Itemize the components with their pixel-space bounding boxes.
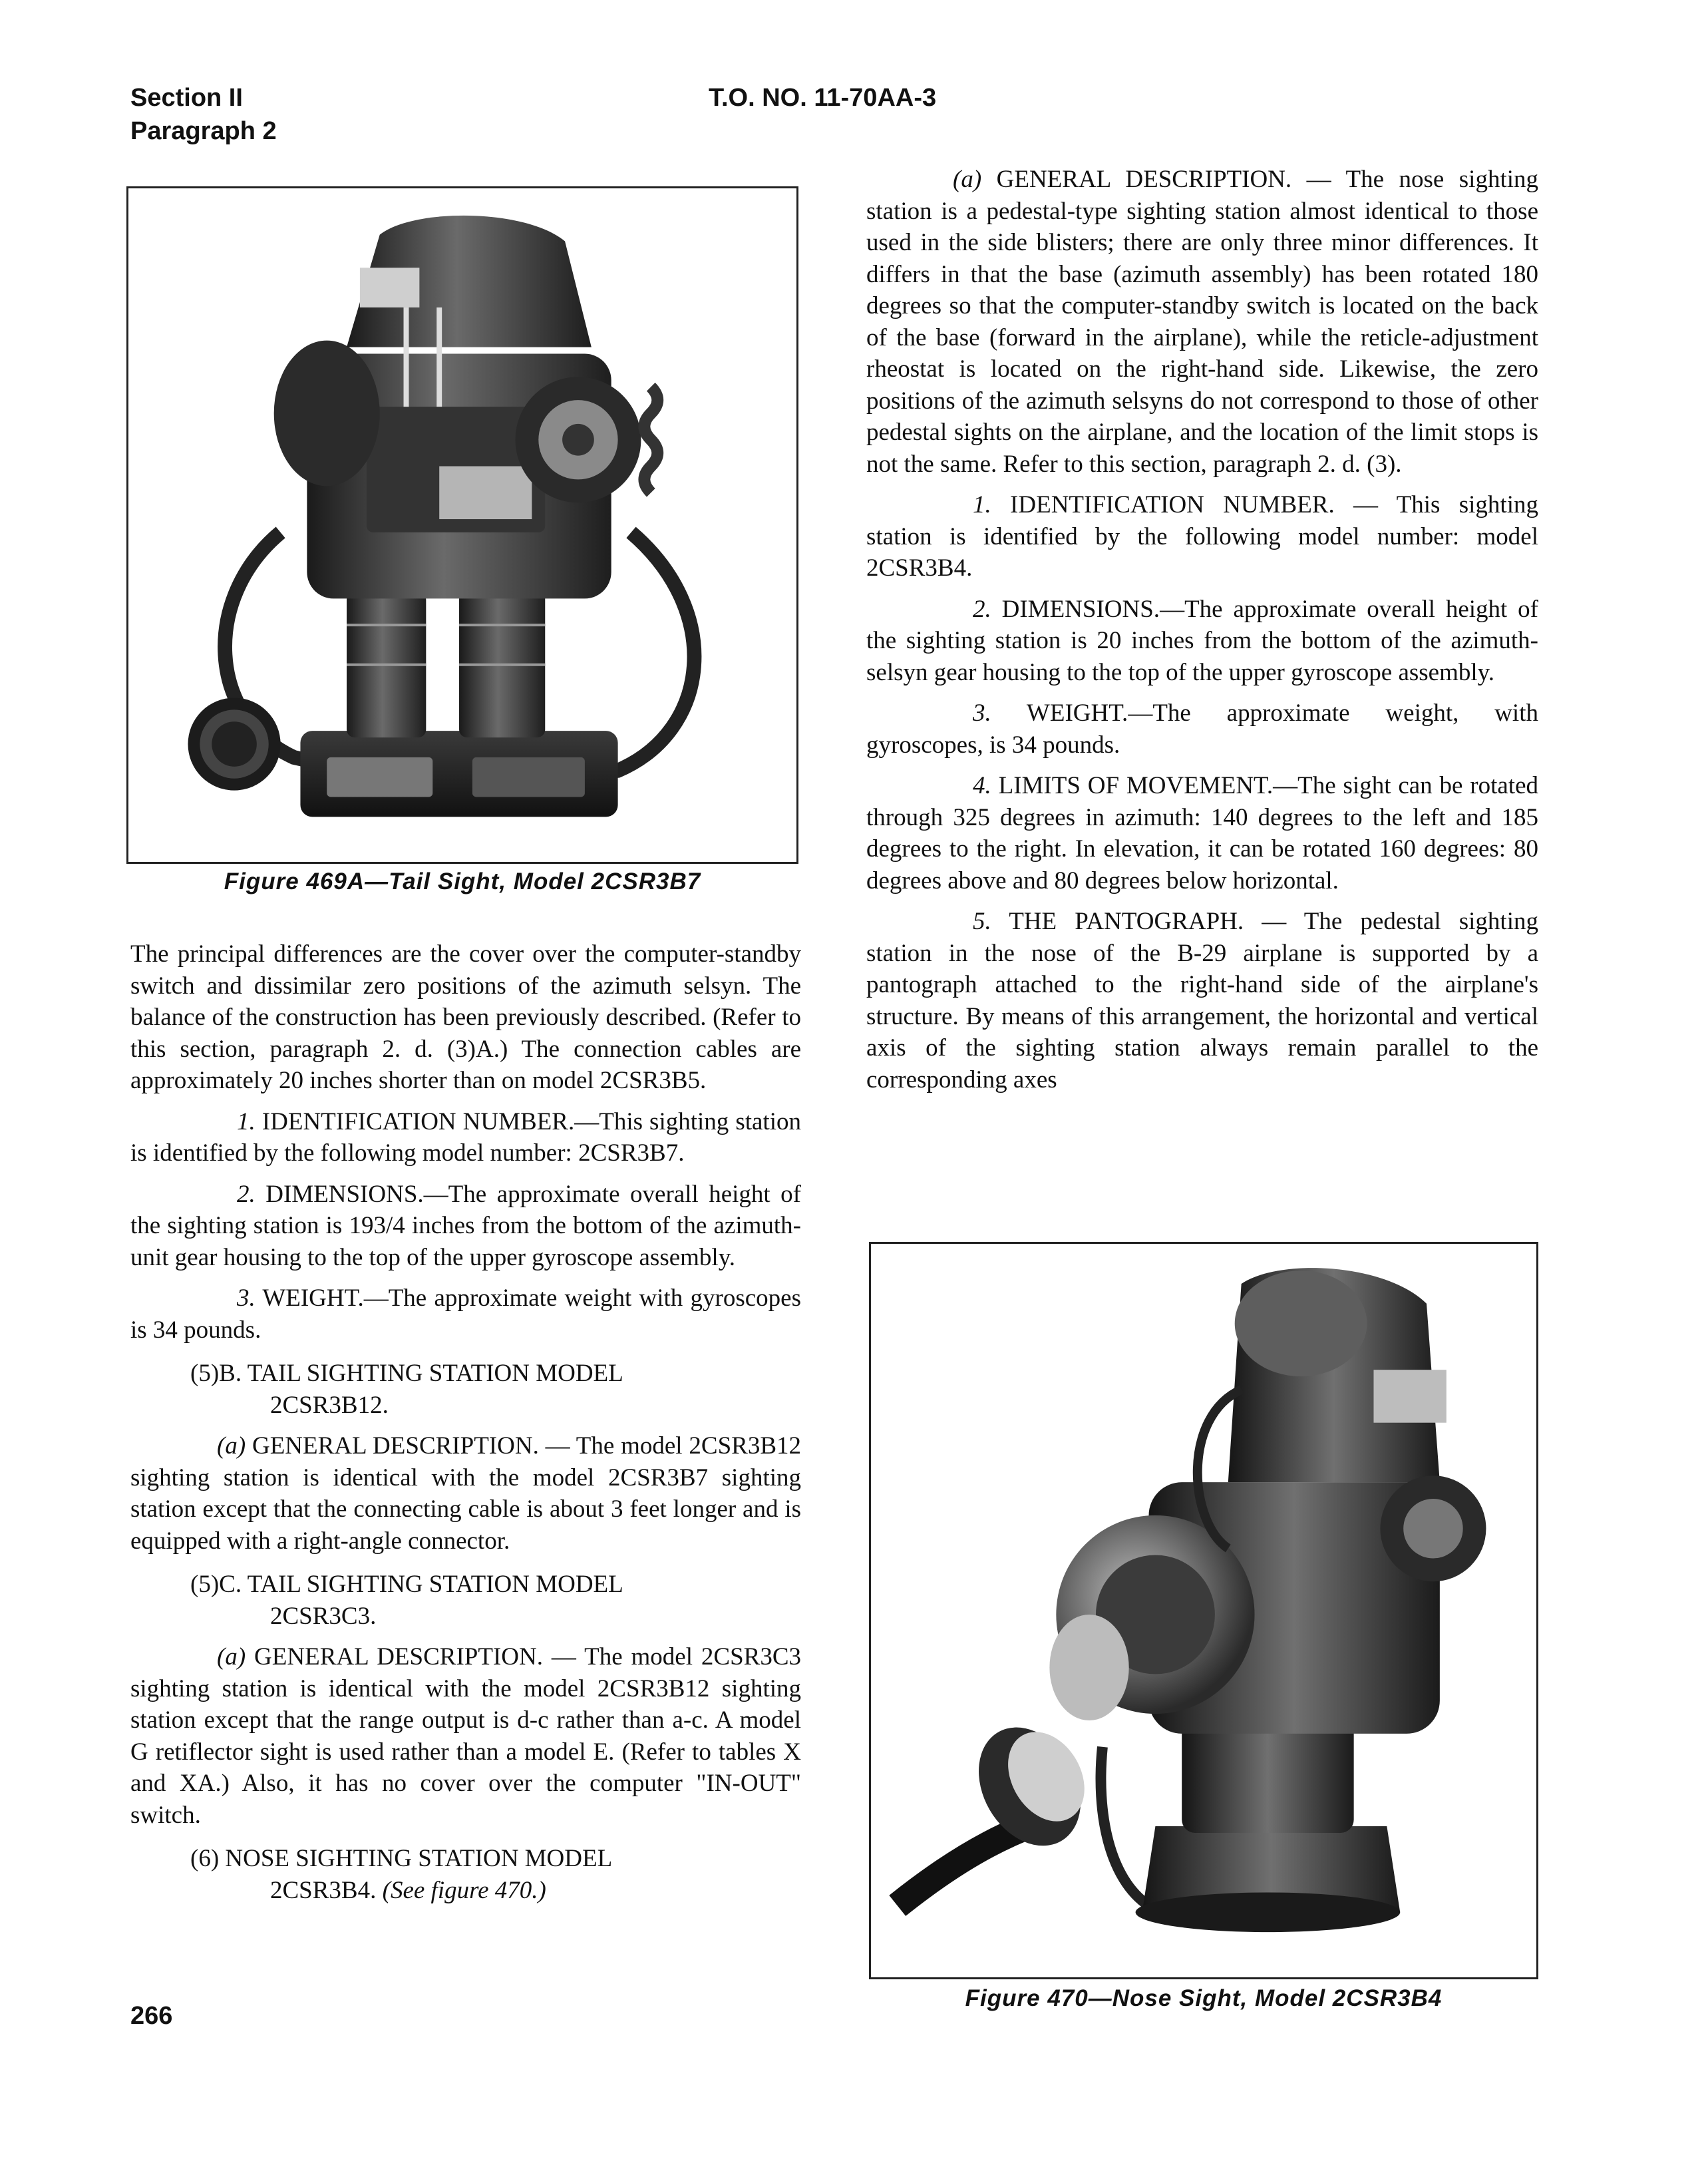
tail-c3-heading-line1: (5)C. TAIL SIGHTING STATION MODEL bbox=[190, 1571, 623, 1598]
left-dimensions-paragraph bbox=[130, 1179, 801, 1274]
nose-heading-line1: (6) NOSE SIGHTING STATION MODEL bbox=[190, 1845, 613, 1872]
right-id-title: IDENTIFICATION NUMBER. bbox=[1010, 491, 1335, 518]
right-weight-text: —The approximate weight, with gyroscopes, is 34 pounds. bbox=[866, 699, 1538, 759]
right-panto-num: 5. bbox=[973, 908, 991, 935]
left-weight-num: 3. bbox=[237, 1284, 256, 1312]
right-dimensions-paragraph bbox=[866, 594, 1538, 689]
tail-c3-title: GENERAL DESCRIPTION. bbox=[254, 1643, 543, 1670]
nose-station-heading bbox=[130, 1843, 801, 1906]
right-identification-paragraph bbox=[866, 489, 1538, 584]
nose-sight-illustration bbox=[871, 1244, 1536, 1977]
right-id-text: — This sighting station is identified by the following model number: model 2CSR3B4. bbox=[866, 491, 1538, 582]
left-id-text: —This sighting station is identified by the following model number: 2CSR3B7. bbox=[130, 1107, 801, 1167]
tail-b12-text: — The model 2CSR3B12 sighting station is identical with the model 2CSR3B7 sighting station except that the connecting cable is about 3 feet longer and is equipped with a right-angle connector. bbox=[130, 1432, 802, 1555]
tail-b12-heading-line2: 2CSR3B12. bbox=[270, 1391, 389, 1419]
tail-c3-text: — The model 2CSR3C3 sighting station is identical with the model 2CSR3B12 sighting station except that the range output is d-c rather than a-c. A model G retiflector sight is used rather than a model E. (Refer to tables X and XA.) Also, it has no cover over the computer "IN-OUT" switch. bbox=[130, 1643, 801, 1829]
right-column bbox=[866, 164, 1538, 1095]
right-id-num: 1. bbox=[973, 491, 991, 518]
nose-desc-text: — The nose sighting station is a pedestal-type sighting station almost identical to those used in the side blisters; there are only three minor differences. It differs in that the base (azimuth assembly) has been rotated 180 degrees so that the computer-standby switch is located on the back of the base (forward in the airplane), while the reticle-adjustment rheostat is located on the right-hand side. Likewise, the zero positions of the azimuth selsyns do not correspond to those of other pedestal sights on the airplane, and the location of the limit stops is not the same. Refer to this section, paragraph 2. d. (3). bbox=[866, 166, 1539, 478]
tail-c3-label: (a) bbox=[217, 1643, 246, 1670]
left-id-num: 1. bbox=[237, 1107, 256, 1135]
tail-b12-heading bbox=[130, 1358, 801, 1421]
tail-c3-heading bbox=[130, 1569, 801, 1632]
figure-469a-photo bbox=[126, 186, 798, 864]
right-limits-paragraph bbox=[866, 770, 1538, 896]
left-dims-text-before: —The approximate overall height of the sighting station is 19 bbox=[130, 1180, 801, 1239]
right-pantograph-paragraph bbox=[866, 906, 1538, 1095]
tail-c3-heading-line2: 2CSR3C3. bbox=[270, 1602, 377, 1630]
tail-sight-illustration bbox=[128, 188, 796, 862]
tail-b12-label: (a) bbox=[217, 1432, 246, 1460]
left-dims-num: 2. bbox=[237, 1180, 256, 1208]
right-limits-title: LIMITS OF MOVEMENT. bbox=[998, 772, 1274, 799]
figure-470-caption: Figure 470—Nose Sight, Model 2CSR3B4 bbox=[965, 1985, 1443, 2011]
left-dims-title: DIMENSIONS. bbox=[265, 1180, 424, 1208]
left-intro-paragraph: The principal differences are the cover over the computer-standby switch and dissimilar zero positions of the azimuth selsyn. The balance of the construction has been previously described. (Refer to this section, paragraph 2. d. (3)A.) The connection cables are approximately 20 inches shorter than on model 2CSR3B5. bbox=[130, 940, 801, 1094]
figure-470-photo bbox=[869, 1242, 1538, 1979]
to-number: T.O. NO. 11-70AA-3 bbox=[709, 84, 937, 112]
right-weight-title: WEIGHT. bbox=[1026, 699, 1128, 727]
left-weight-title: WEIGHT. bbox=[262, 1284, 364, 1312]
running-header-left bbox=[130, 81, 277, 148]
right-panto-text: — The pedestal sighting station in the nose of the B-29 airplane is supported by a pantograph attached to the right-hand side of the airplane's structure. By means of this arrangement, the horizontal and vertical axis of the sighting station always remain parallel to the corresponding axes bbox=[866, 908, 1538, 1093]
left-weight-paragraph bbox=[130, 1282, 801, 1346]
left-weight-text: —The approximate weight with gyroscopes is 34 pounds. bbox=[130, 1284, 801, 1344]
right-limits-text: —The sight can be rotated through 325 degrees in azimuth: 140 degrees to the left and 185 degrees to the right. In elevation, it can be rotated 160 degrees: 80 degrees above and 80 degrees below horizontal. bbox=[866, 772, 1539, 894]
right-dims-text: —The approximate overall height of the sighting station is 20 inches from the bottom of the azimuth-selsyn gear housing to the top of the upper gyroscope assembly. bbox=[866, 595, 1539, 686]
tail-c3-description bbox=[130, 1641, 801, 1831]
right-weight-num: 3. bbox=[973, 699, 991, 727]
tail-b12-heading-line1: (5)B. TAIL SIGHTING STATION MODEL bbox=[190, 1360, 623, 1387]
nose-heading-line2: 2CSR3B4. bbox=[270, 1876, 377, 1904]
right-dims-title: DIMENSIONS. bbox=[1001, 595, 1160, 623]
right-weight-paragraph bbox=[866, 697, 1538, 761]
tail-b12-title: GENERAL DESCRIPTION. bbox=[252, 1432, 539, 1460]
right-limits-num: 4. bbox=[973, 772, 991, 799]
paragraph-label: Paragraph 2 bbox=[130, 117, 277, 145]
nose-heading-line2-wrap bbox=[190, 1875, 801, 1907]
section-label: Section II bbox=[130, 84, 243, 112]
left-id-title: IDENTIFICATION NUMBER. bbox=[261, 1107, 575, 1135]
right-panto-title: THE PANTOGRAPH. bbox=[1009, 908, 1244, 935]
left-dims-fraction: 3/4 bbox=[373, 1212, 405, 1239]
left-dims-text-after: inches from the bottom of the azimuth-unit gear housing to the top of the upper gyroscope assembly. bbox=[130, 1212, 801, 1271]
nose-desc-label: (a) bbox=[953, 166, 982, 193]
right-dims-num: 2. bbox=[973, 595, 991, 623]
nose-heading-ref: (See figure 470.) bbox=[382, 1876, 546, 1904]
left-identification-paragraph bbox=[130, 1106, 801, 1169]
nose-desc-title: GENERAL DESCRIPTION. bbox=[996, 166, 1292, 193]
tail-b12-description bbox=[130, 1430, 801, 1557]
left-column bbox=[130, 938, 801, 1906]
page-number: 266 bbox=[130, 2002, 173, 2030]
nose-general-description bbox=[866, 164, 1538, 480]
figure-469a-caption: Figure 469A—Tail Sight, Model 2CSR3B7 bbox=[224, 869, 701, 894]
